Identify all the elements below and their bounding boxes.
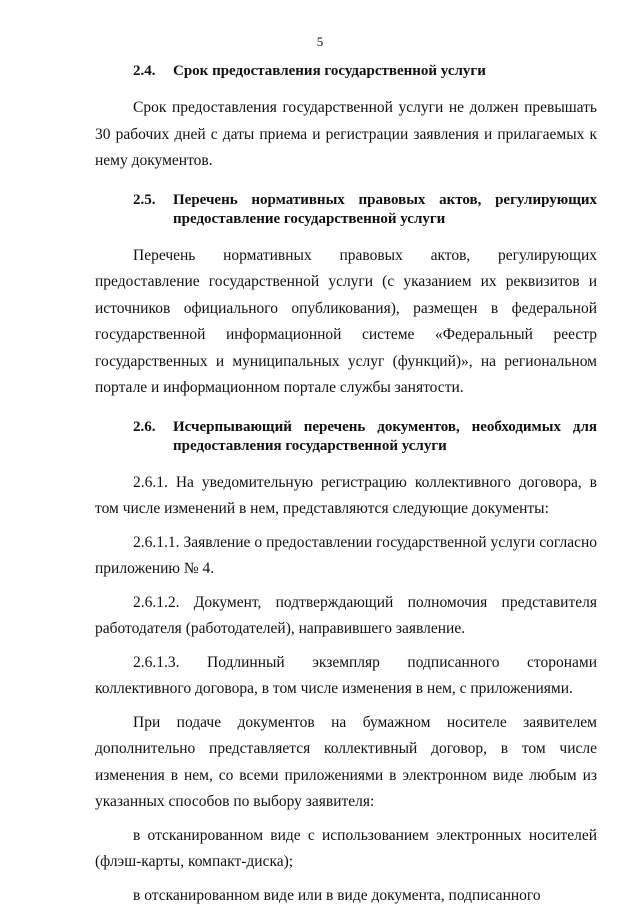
section-heading-2-5: [95, 191, 597, 229]
section-number: 2.5.: [95, 191, 173, 229]
paragraph: 2.6.1.1. Заявление о предоставлении государственной услуги согласно приложению № 4.: [95, 530, 597, 583]
section-number: 2.4.: [95, 62, 173, 81]
paragraph: 2.6.1.2. Документ, подтверждающий полномочия представителя работодателя (работодателей), направившего заявление.: [95, 590, 597, 643]
page-number: 5: [0, 34, 640, 50]
section-title: Перечень нормативных правовых актов, регулирующих предоставление государственной услуги: [173, 191, 597, 229]
paragraph: Перечень нормативных правовых актов, регулирующих предоставление государственной услуги (с указанием их реквизитов и источников официального опубликования), размещен в федеральной государственной информационной системе «Федеральный реестр государственных и муниципальных услуг (функций)», на региональном портале и информационном портале службы занятости.: [95, 243, 597, 402]
paragraph: 2.6.1.3. Подлинный экземпляр подписанного сторонами коллективного договора, в том числе изменения в нем, с приложениями.: [95, 650, 597, 703]
section-heading-2-6: [95, 418, 597, 456]
section-title: Исчерпывающий перечень документов, необходимых для предоставления государственной услуги: [173, 418, 597, 456]
paragraph: При подаче документов на бумажном носителе заявителем дополнительно представляется коллективный договор, в том числе изменения в нем, со всеми приложениями в электронном виде любым из указанных способов по выбору заявителя:: [95, 710, 597, 816]
paragraph: в отсканированном виде или в виде документа, подписанного: [95, 883, 597, 909]
section-heading-2-4: [95, 62, 597, 81]
section-number: 2.6.: [95, 418, 173, 456]
section-title: Срок предоставления государственной услуги: [173, 62, 597, 81]
paragraph: Срок предоставления государственной услуги не должен превышать 30 рабочих дней с даты приема и регистрации заявления и прилагаемых к нему документов.: [95, 95, 597, 175]
paragraph: в отсканированном виде с использованием электронных носителей (флэш-карты, компакт-диска);: [95, 823, 597, 876]
paragraph: 2.6.1. На уведомительную регистрацию коллективного договора, в том числе изменений в нем, представляются следующие документы:: [95, 470, 597, 523]
document-body: [95, 62, 597, 909]
